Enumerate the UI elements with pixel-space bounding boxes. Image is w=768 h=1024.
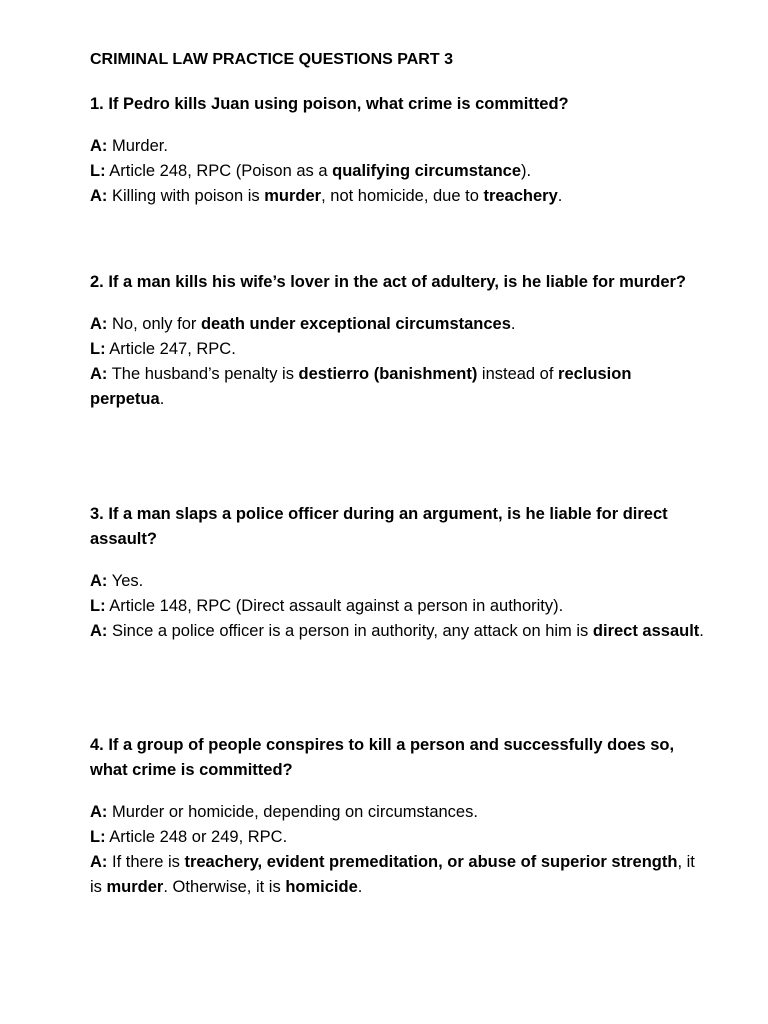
explanation-bold-text: destierro (banishment): [298, 365, 478, 383]
answer-text: Murder.: [107, 137, 168, 155]
explanation-text: Killing with poison is: [107, 187, 265, 205]
answer-line: [90, 134, 708, 159]
answer-tag: A:: [90, 315, 108, 333]
question-block-2: [90, 270, 708, 412]
law-text: Article 248, RPC (Poison as a: [105, 162, 333, 180]
question-block-1: [90, 92, 708, 209]
law-tag: L:: [90, 162, 106, 180]
explanation-text: , not homicide, due to: [321, 187, 484, 205]
law-bold-text: qualifying circumstance: [332, 162, 521, 180]
explanation-line: [90, 184, 708, 209]
explanation-line: [90, 362, 708, 412]
law-text: Article 248 or 249, RPC.: [105, 828, 288, 846]
answer-section: [90, 800, 708, 900]
explanation-bold-text: murder: [106, 878, 164, 896]
answer-line: [90, 312, 708, 337]
explanation-bold-text: direct assault: [592, 622, 700, 640]
answer-tag: A:: [90, 803, 108, 821]
answer-text: No, only for: [107, 315, 201, 333]
explanation-text: instead of: [477, 365, 559, 383]
law-tag: L:: [90, 340, 106, 358]
explanation-text: If there is: [107, 853, 185, 871]
answer-text: Yes.: [107, 572, 144, 590]
explanation-text: .: [357, 878, 363, 896]
explanation-tag: A:: [90, 853, 108, 871]
law-tag: L:: [90, 828, 106, 846]
explanation-line: [90, 619, 708, 644]
answer-section: [90, 134, 708, 209]
explanation-bold-text: treachery, evident premeditation, or abuse of superior strength: [184, 853, 678, 871]
law-line: [90, 159, 708, 184]
answer-tag: A:: [90, 137, 108, 155]
explanation-text: Since a police officer is a person in authority, any attack on him is: [107, 622, 593, 640]
answer-tag: A:: [90, 572, 108, 590]
law-line: [90, 337, 708, 362]
question-text: 4. If a group of people conspires to kill a person and successfully does so, what crime is committed?: [90, 736, 675, 779]
law-line: [90, 594, 708, 619]
explanation-text: .: [159, 390, 165, 408]
answer-bold-text: death under exceptional circumstances: [200, 315, 511, 333]
answer-line: [90, 569, 708, 594]
question-text: 2. If a man kills his wife’s lover in the act of adultery, is he liable for murder?: [90, 273, 686, 291]
answer-section: [90, 569, 708, 644]
document-title: CRIMINAL LAW PRACTICE QUESTIONS PART 3: [90, 51, 453, 68]
explanation-tag: A:: [90, 622, 108, 640]
explanation-bold-text: murder: [264, 187, 322, 205]
law-text-end: ).: [521, 162, 532, 180]
answer-section: [90, 312, 708, 412]
answer-text-end: .: [510, 315, 516, 333]
explanation-tag: A:: [90, 365, 108, 383]
explanation-text: . Otherwise, it is: [163, 878, 286, 896]
question-text: 1. If Pedro kills Juan using poison, what crime is committed?: [90, 95, 569, 113]
explanation-bold-text: homicide: [285, 878, 358, 896]
explanation-text: .: [699, 622, 704, 640]
law-text: Article 247, RPC.: [105, 340, 236, 358]
question-block-4: [90, 733, 708, 900]
explanation-bold-text: reclusion perpetua: [90, 365, 632, 408]
explanation-text: The husband’s penalty is: [107, 365, 299, 383]
explanation-line: [90, 850, 708, 900]
law-text: Article 148, RPC (Direct assault against a person in authority).: [105, 597, 564, 615]
law-line: [90, 825, 708, 850]
law-tag: L:: [90, 597, 106, 615]
question-text: 3. If a man slaps a police officer during an argument, is he liable for direct assault?: [90, 505, 668, 548]
question-block-3: [90, 502, 708, 644]
explanation-text: , it is: [90, 853, 695, 896]
answer-line: [90, 800, 708, 825]
explanation-bold-text: treachery: [483, 187, 558, 205]
answer-text: Murder or homicide, depending on circumstances.: [107, 803, 478, 821]
explanation-tag: A:: [90, 187, 108, 205]
explanation-text: .: [557, 187, 563, 205]
